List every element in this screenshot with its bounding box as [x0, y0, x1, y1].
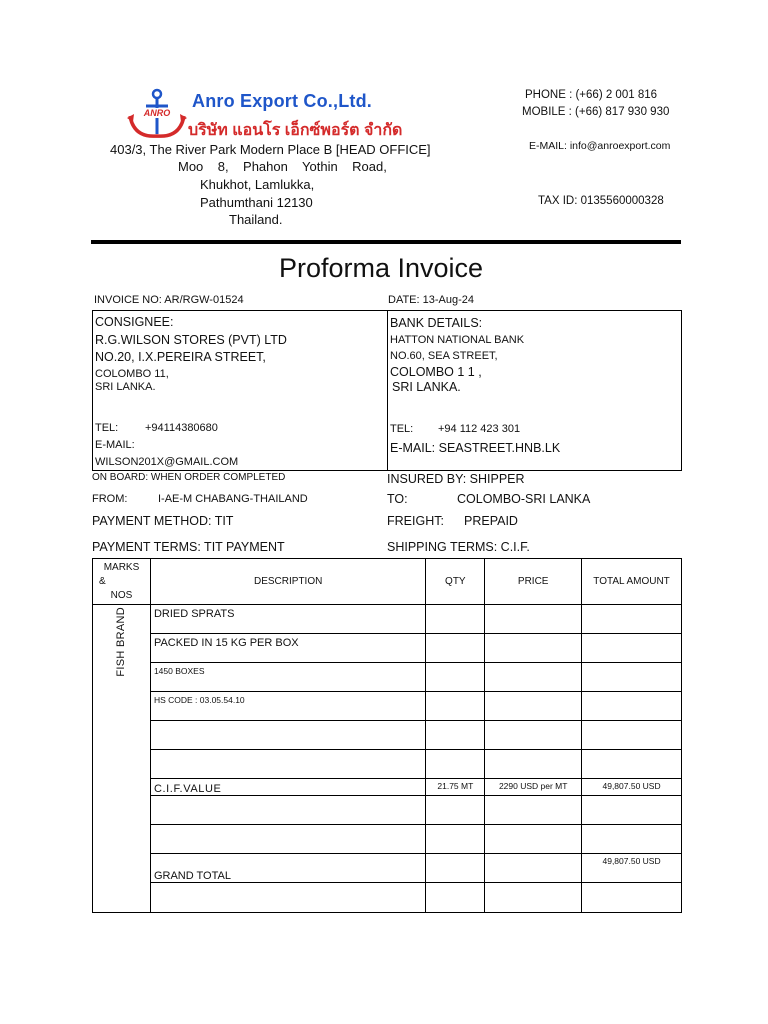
table-row: [93, 750, 682, 779]
anchor-icon: [124, 86, 190, 142]
cell-qty: [426, 692, 485, 721]
logo-text: ANRO: [143, 108, 171, 118]
company-name-th: บริษัท แอนโร เอ็กซ์พอร์ต จำกัด: [188, 122, 403, 139]
bank-name: HATTON NATIONAL BANK: [390, 334, 525, 346]
consignee-country: SRI LANKA.: [95, 381, 156, 393]
payment-terms: PAYMENT TERMS: TIT PAYMENT: [92, 540, 285, 554]
header-marks-2: &: [99, 575, 106, 587]
header-marks: [93, 559, 151, 605]
consignee-tel: +94114380680: [145, 422, 218, 434]
table-row: [93, 605, 682, 634]
bank-email: E-MAIL: SEASTREET.HNB.LK: [390, 441, 561, 455]
cell-total: 49,807.50 USD: [582, 854, 682, 883]
consignee-street: NO.20, I.X.PEREIRA STREET,: [95, 350, 266, 364]
cell-qty: 21.75 MT: [426, 779, 485, 796]
shipping-terms: SHIPPING TERMS: C.I.F.: [387, 540, 530, 554]
table-row: [93, 796, 682, 825]
to-value: COLOMBO-SRI LANKA: [457, 492, 591, 506]
bank-street: NO.60, SEA STREET,: [390, 350, 498, 362]
cell-description: PACKED IN 15 KG PER BOX: [150, 634, 425, 663]
address-line-2: Moo 8, Phahon Yothin Road,: [178, 159, 387, 174]
consignee-email: WILSON201X@GMAIL.COM: [95, 456, 239, 468]
cell-total: [582, 663, 682, 692]
from-label: FROM:: [92, 493, 128, 505]
consignee-tel-label: TEL:: [95, 422, 119, 434]
bank-city: COLOMBO 1 1 ,: [390, 365, 482, 379]
cell-description: [150, 883, 425, 913]
email-text: E-MAIL: info@anroexport.com: [529, 140, 671, 152]
header-marks-1: MARKS: [103, 561, 140, 573]
cell-price: [485, 605, 582, 634]
cell-qty: [426, 605, 485, 634]
freight-label: FREIGHT:: [387, 514, 444, 528]
table-row: [93, 663, 682, 692]
table-row: [93, 883, 682, 913]
consignee-email-label: E-MAIL:: [95, 439, 135, 451]
mobile-text: MOBILE : (+66) 817 930 930: [522, 106, 670, 118]
cell-qty: [426, 663, 485, 692]
table-header-row: [93, 559, 682, 605]
cell-total: 49,807.50 USD: [582, 779, 682, 796]
table-row: [93, 721, 682, 750]
bank-tel-label: TEL:: [390, 423, 414, 435]
cell-description: [150, 796, 425, 825]
cell-qty: [426, 825, 485, 854]
cell-price: [485, 750, 582, 779]
phone-text: PHONE : (+66) 2 001 816: [525, 89, 658, 101]
consignee-name: R.G.WILSON STORES (PVT) LTD: [95, 333, 287, 347]
address-line-4: Pathumthani 12130: [200, 195, 313, 210]
address-line-5: Thailand.: [229, 212, 283, 227]
cell-description: [150, 721, 425, 750]
cell-price: [485, 634, 582, 663]
table-row: [93, 692, 682, 721]
cell-price: [485, 854, 582, 883]
cell-price: [485, 796, 582, 825]
cell-total: [582, 825, 682, 854]
items-table: [92, 558, 682, 913]
box-divider: [387, 311, 388, 470]
header-qty: QTY: [426, 559, 485, 605]
cell-description: C.I.F.VALUE: [150, 779, 425, 796]
cell-qty: [426, 796, 485, 825]
header-total: TOTAL AMOUNT: [582, 559, 682, 605]
cell-price: [485, 692, 582, 721]
cell-price: 2290 USD per MT: [485, 779, 582, 796]
table-row: [93, 825, 682, 854]
marks-cell: [93, 605, 151, 913]
consignee-city: COLOMBO 11,: [95, 368, 169, 380]
table-row: [93, 854, 682, 883]
address-line-3: Khukhot, Lamlukka,: [200, 177, 315, 192]
cell-total: [582, 721, 682, 750]
header-marks-3: NOS: [110, 589, 133, 601]
cell-price: [485, 663, 582, 692]
cell-description: HS CODE : 03.05.54.10: [150, 692, 425, 721]
table-row: [93, 779, 682, 796]
cell-description: 1450 BOXES: [150, 663, 425, 692]
page-title: Proforma Invoice: [278, 253, 484, 283]
to-label: TO:: [387, 492, 408, 506]
cell-total: [582, 634, 682, 663]
from-value: I-AE-M CHABANG-THAILAND: [158, 493, 308, 505]
freight-value: PREPAID: [464, 514, 518, 528]
cell-description: [150, 825, 425, 854]
cell-total: [582, 796, 682, 825]
payment-method: PAYMENT METHOD: TIT: [92, 514, 234, 528]
bank-tel: +94 112 423 301: [438, 423, 521, 435]
insured-by-text: INSURED BY: SHIPPER: [387, 472, 525, 486]
cell-description: DRIED SPRATS: [150, 605, 425, 634]
bank-country: SRI LANKA.: [392, 380, 461, 394]
consignee-heading: CONSIGNEE:: [95, 315, 174, 329]
bank-heading: BANK DETAILS:: [390, 316, 483, 330]
mark-text: FISH BRAND: [115, 607, 128, 677]
invoice-number: INVOICE NO: AR/RGW-01524: [94, 294, 244, 306]
cell-qty: [426, 750, 485, 779]
cell-price: [485, 825, 582, 854]
cell-qty: [426, 883, 485, 913]
header-divider: [91, 240, 681, 244]
cell-total: [582, 750, 682, 779]
cell-price: [485, 883, 582, 913]
cell-total: [582, 692, 682, 721]
header-price: PRICE: [485, 559, 582, 605]
on-board-text: ON BOARD: WHEN ORDER COMPLETED: [92, 472, 286, 483]
header-description: DESCRIPTION: [150, 559, 425, 605]
cell-total: [582, 605, 682, 634]
address-line-1: 403/3, The River Park Modern Place B [HEAD OFFICE]: [110, 142, 431, 157]
tax-id-text: TAX ID: 0135560000328: [538, 195, 664, 207]
cell-description: GRAND TOTAL: [150, 854, 425, 883]
cell-description: [150, 750, 425, 779]
table-row: [93, 634, 682, 663]
company-name-en: Anro Export Co.,Ltd.: [192, 91, 372, 111]
cell-qty: [426, 854, 485, 883]
cell-price: [485, 721, 582, 750]
invoice-date: DATE: 13-Aug-24: [388, 294, 475, 306]
cell-qty: [426, 721, 485, 750]
cell-total: [582, 883, 682, 913]
cell-qty: [426, 634, 485, 663]
